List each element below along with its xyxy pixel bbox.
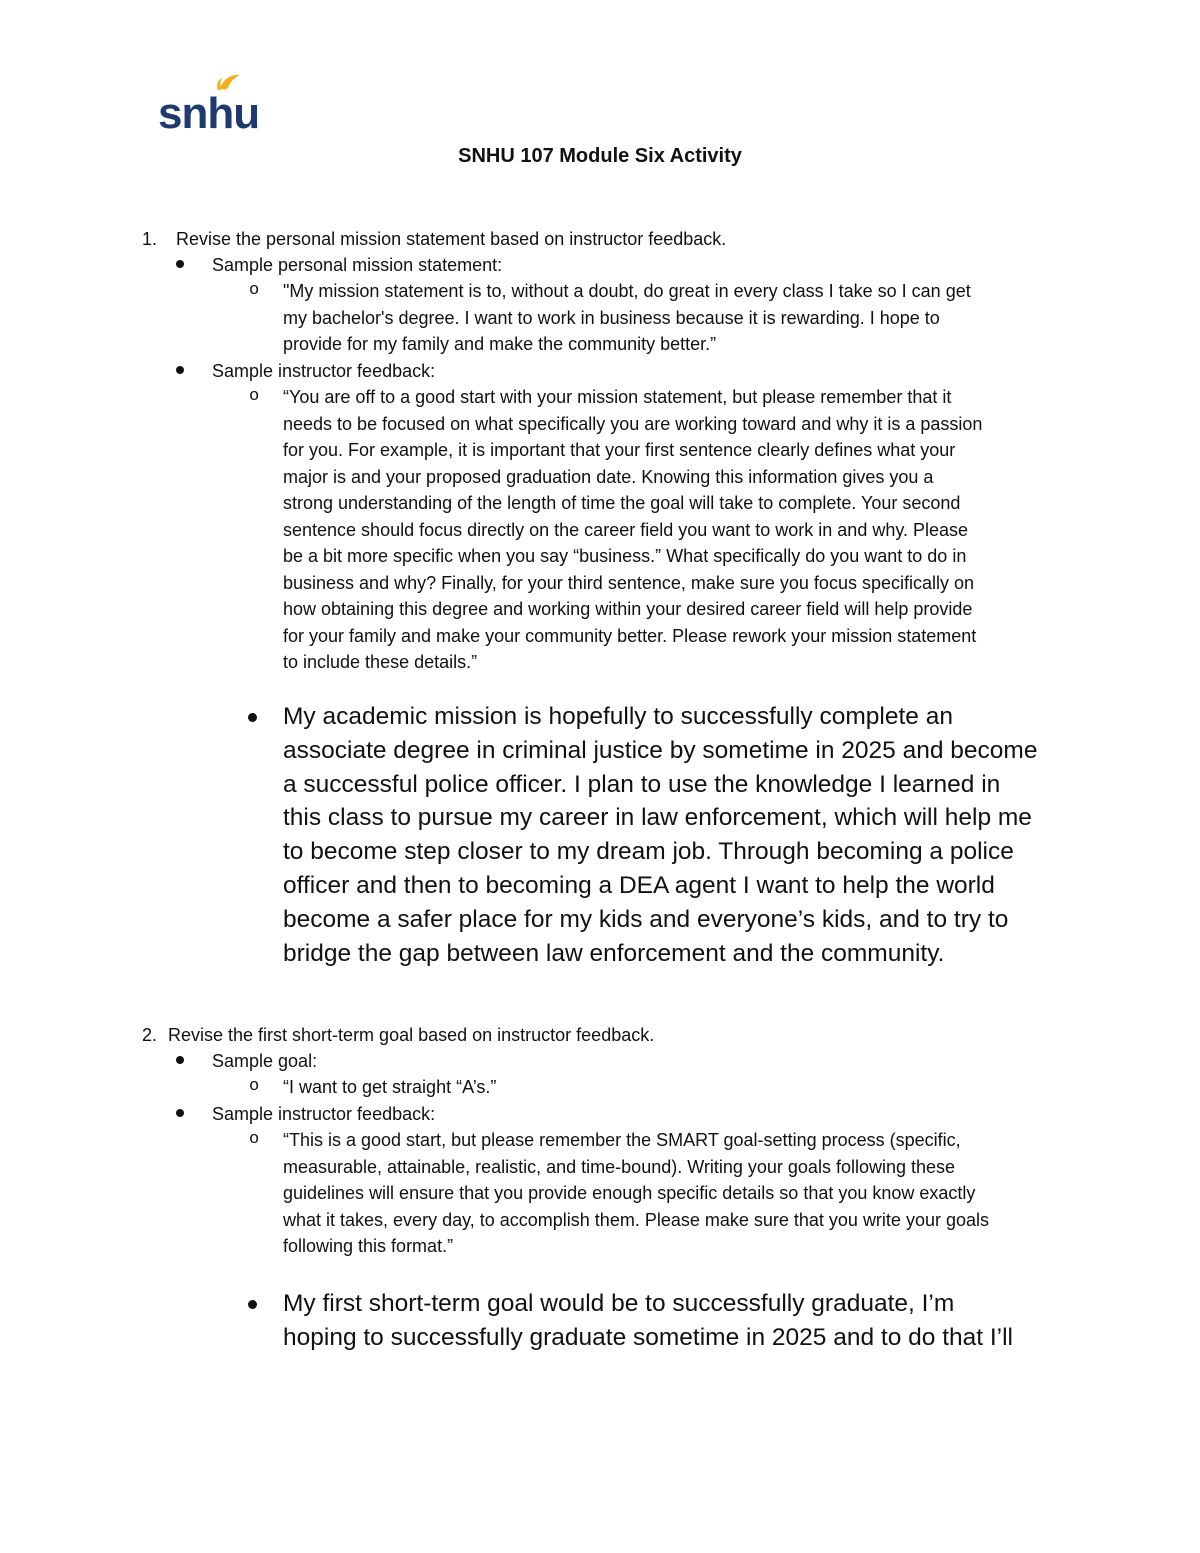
section-1-feedback-label: Sample instructor feedback:	[212, 361, 436, 381]
bullet-icon	[176, 1109, 184, 1117]
feedback-line: needs to be focused on what specifically you are working toward and why it is a passion	[283, 413, 983, 434]
answer-line: associate degree in criminal justice by sometime in 2025 and become	[283, 736, 1038, 764]
feedback-line: “You are off to a good start with your mission statement, but please remember that it	[283, 387, 952, 407]
feedback-line: for you. For example, it is important that your first sentence clearly defines what your	[283, 440, 956, 460]
snhu-logo	[158, 72, 260, 138]
section-1-answer	[283, 700, 1037, 970]
bullet-icon	[176, 1056, 184, 1064]
sub-bullet-marker: o	[249, 281, 260, 300]
sub-bullet-marker: o	[249, 387, 260, 406]
feedback-line: measurable, attainable, realistic, and time-bound). Writing your goals following these	[283, 1156, 956, 1177]
section-1-heading: Revise the personal mission statement based on instructor feedback.	[176, 229, 727, 249]
sample-line: "My mission statement is to, without a doubt, do great in every class I take so I can get	[283, 281, 971, 301]
feedback-line: sentence should focus directly on the career field you want to work in and why. Please	[283, 519, 969, 540]
section-1-number: 1.	[142, 229, 158, 249]
answer-line: to become step closer to my dream job. Through becoming a police	[283, 838, 1014, 866]
section-2-sample-text	[283, 1074, 496, 1101]
sub-bullet-marker: o	[249, 1077, 260, 1096]
section-2-sample-label: Sample goal:	[212, 1051, 318, 1071]
sample-line: “I want to get straight “A’s.”	[283, 1077, 497, 1097]
answer-line: My first short-term goal would be to successfully graduate, I’m	[283, 1290, 955, 1317]
page-title: SNHU 107 Module Six Activity	[458, 145, 742, 167]
section-2-number: 2.	[142, 1025, 158, 1045]
answer-line: this class to pursue my career in law enforcement, which will help me	[283, 804, 1032, 832]
feedback-line: following this format.”	[283, 1236, 454, 1256]
bullet-icon	[176, 366, 184, 374]
section-1-feedback-text	[283, 384, 982, 676]
bullet-icon	[176, 260, 184, 268]
sample-line: my bachelor's degree. I want to work in business because it is rewarding. I hope to	[283, 307, 940, 328]
section-2-answer	[283, 1287, 1013, 1355]
bullet-icon	[248, 1300, 257, 1309]
section-2-heading: Revise the first short-term goal based on instructor feedback.	[168, 1025, 655, 1045]
feedback-line: “This is a good start, but please remember the SMART goal-setting process (specific,	[283, 1130, 961, 1150]
answer-line: officer and then to becoming a DEA agent I want to help the world	[283, 871, 995, 899]
sample-line: provide for my family and make the community better.”	[283, 334, 717, 354]
answer-line: a successful police officer. I plan to use the knowledge I learned in	[283, 770, 1001, 798]
feedback-line: be a bit more specific when you say “business.” What specifically do you want to do in	[283, 546, 967, 566]
section-1-sample-text	[283, 278, 971, 358]
sub-bullet-marker: o	[249, 1130, 260, 1149]
section-2-feedback-label: Sample instructor feedback:	[212, 1104, 436, 1124]
answer-line: bridge the gap between law enforcement and the community.	[283, 939, 945, 967]
answer-line: become a safer place for my kids and everyone’s kids, and to try to	[283, 905, 1009, 933]
section-2-feedback-text	[283, 1127, 989, 1260]
svg-text:snhu: snhu	[158, 89, 260, 138]
feedback-line: strong understanding of the length of time the goal will take to complete. Your second	[283, 493, 961, 513]
feedback-line: what it takes, every day, to accomplish them. Please make sure that you write your goals	[283, 1209, 989, 1230]
answer-line: My academic mission is hopefully to successfully complete an	[283, 703, 953, 730]
feedback-line: major is and your proposed graduation date. Knowing this information gives you a	[283, 466, 934, 487]
answer-line: hoping to successfully graduate sometime in 2025 and to do that I’ll	[283, 1323, 1013, 1351]
bullet-icon	[248, 713, 257, 722]
snhu-logo-graphic	[158, 72, 260, 138]
feedback-line: how obtaining this degree and working within your desired career field will help provide	[283, 599, 973, 619]
feedback-line: guidelines will ensure that you provide enough specific details so that you know exactly	[283, 1183, 976, 1203]
feedback-line: for your family and make your community better. Please rework your mission statement	[283, 625, 977, 646]
feedback-line: to include these details.”	[283, 652, 478, 672]
feedback-line: business and why? Finally, for your third sentence, make sure you focus specifically on	[283, 572, 975, 593]
section-1-sample-label: Sample personal mission statement:	[212, 255, 503, 275]
